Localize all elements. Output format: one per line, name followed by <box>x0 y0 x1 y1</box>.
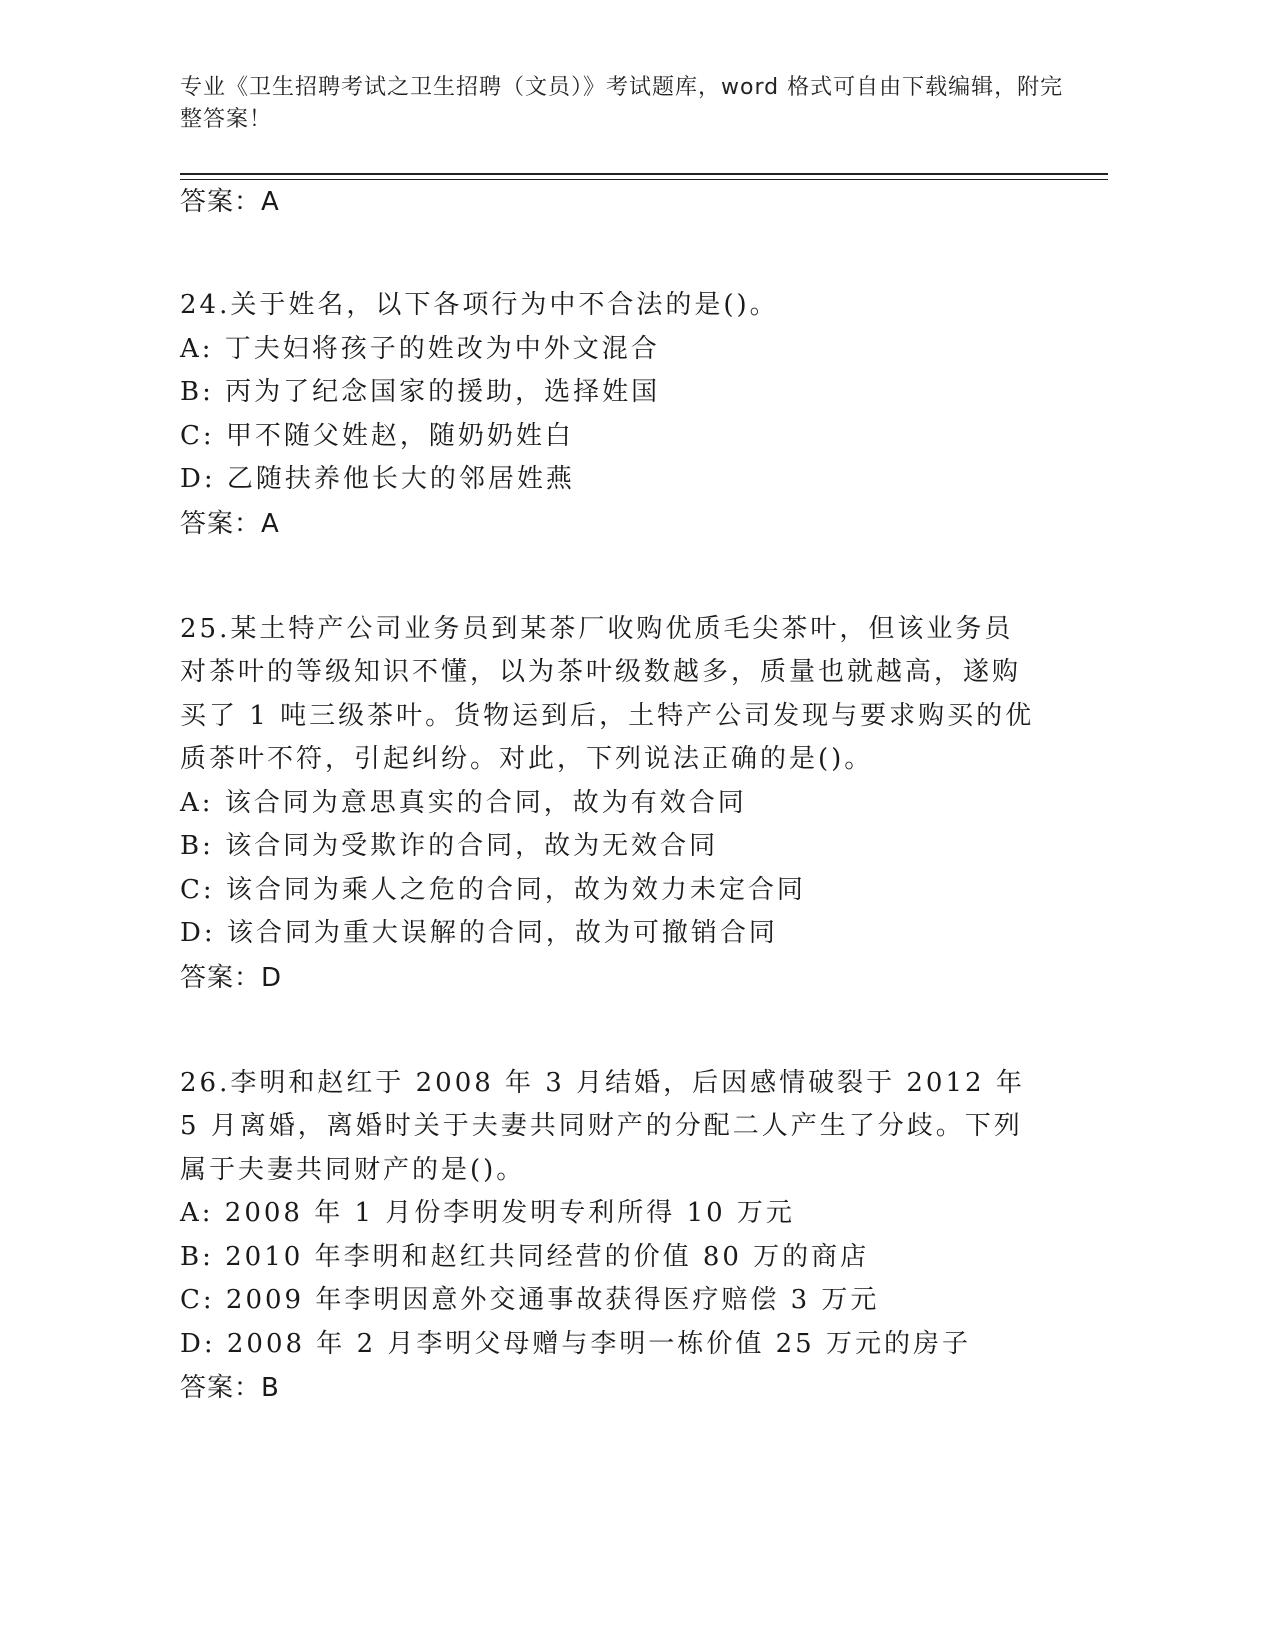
option-d: D: 乙随扶养他长大的邻居姓燕 <box>180 464 575 494</box>
question-text: 24.关于姓名，以下各项行为中不合法的是()。 <box>180 290 779 320</box>
option-d: D: 该合同为重大误解的合同，故为可撤销合同 <box>180 918 778 948</box>
question-24 <box>180 284 1040 546</box>
option-a: A: 2008 年 1 月份李明发明专利所得 10 万元 <box>180 1198 795 1228</box>
option-c: C: 该合同为乘人之危的合同，故为效力未定合同 <box>180 874 806 905</box>
header-divider-thin <box>180 179 1108 180</box>
option-c: C: 2009 年李明因意外交通事故获得医疗赔偿 3 万元 <box>180 1285 880 1315</box>
option-a: A: 丁夫妇将孩子的姓改为中外文混合 <box>180 333 660 364</box>
header-divider-thick <box>180 173 1108 175</box>
question-list <box>180 182 1040 1410</box>
option-b: B: 该合同为受欺诈的合同，故为无效合同 <box>180 831 719 861</box>
answer: 答案：B <box>180 1373 280 1403</box>
question-25 <box>180 608 1040 1000</box>
header-text: 专业《卫生招聘考试之卫生招聘（文员）》考试题库，word 格式可自由下载编辑，附完整答案！ <box>180 75 1064 132</box>
question-26 <box>180 1062 1040 1411</box>
previous-answer: 答案：A <box>180 187 280 217</box>
option-a: A: 该合同为意思真实的合同，故为有效合同 <box>180 787 747 818</box>
option-d: D: 2008 年 2 月李明父母赠与李明一栋价值 25 万元的房子 <box>180 1328 971 1359</box>
document-header <box>180 72 1080 136</box>
option-b: B: 丙为了纪念国家的援助，选择姓国 <box>180 377 661 407</box>
question-text: 26.李明和赵红于 2008 年 3 月结婚，后因感情破裂于 2012 年 5 月离婚，离婚时关于夫妻共同财产的分配二人产生了分歧。下列属于夫妻共同财产的是()。 <box>180 1067 1025 1185</box>
option-c: C: 甲不随父姓赵，随奶奶姓白 <box>180 420 574 451</box>
question-text: 25.某土特产公司业务员到某茶厂收购优质毛尖茶叶，但该业务员对茶叶的等级知识不懂，以为茶叶级数越多，质量也就越高，遂购买了 1 吨三级茶叶。货物运到后，土特产公司发现与要求购买的优质茶叶不符，引起纠纷。对此，下列说法正确的是()。 <box>180 613 1035 774</box>
option-b: B: 2010 年李明和赵红共同经营的价值 80 万的商店 <box>180 1241 870 1272</box>
answer: 答案：A <box>180 508 280 539</box>
answer: 答案：D <box>180 962 283 993</box>
